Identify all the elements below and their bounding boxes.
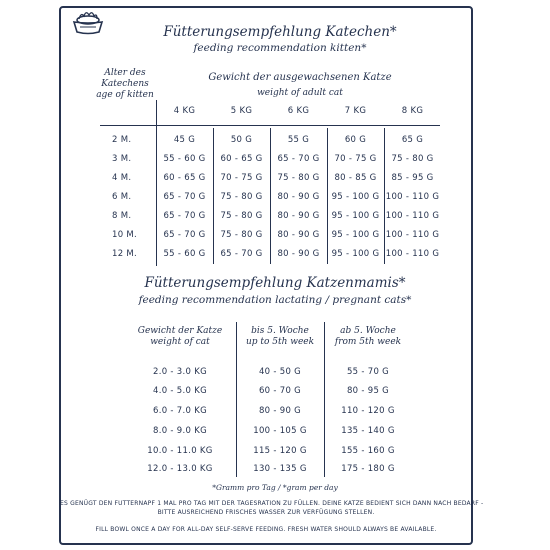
kitten-age-cell: 3 M.: [112, 154, 132, 164]
kitten-value-cell: 75 - 80 G: [220, 211, 263, 221]
mom-value-cell: 12.0 - 13.0 KG: [147, 464, 213, 474]
kitten-age-cell: 12 M.: [112, 249, 138, 259]
mom-subtitle: feeding recommendation lactating / pregnant cats*: [138, 294, 412, 306]
kitten-value-cell: 80 - 90 G: [277, 230, 320, 240]
kitten-age-cell: 6 M.: [112, 192, 132, 202]
mom-value-cell: 55 - 70 G: [346, 367, 390, 377]
kitten-col-header: 7 KG: [344, 106, 367, 116]
kitten-title: Fütterungsempfehlung Katechen*: [163, 24, 397, 40]
kitten-value-cell: 65 - 70 G: [163, 230, 206, 240]
kitten-value-cell: 60 - 65 G: [220, 154, 263, 164]
mom-value-cell: 4.0 - 5.0 KG: [153, 386, 207, 396]
kitten-subtitle: feeding recommendation kitten*: [193, 42, 367, 54]
kitten-value-cell: 75 - 80 G: [220, 192, 263, 202]
kitten-value-cell: 80 - 85 G: [334, 173, 377, 183]
kitten-col-header: 8 KG: [401, 106, 424, 116]
mom-value-cell: 100 - 105 G: [253, 426, 307, 436]
mom-value-cell: 155 - 160 G: [341, 446, 395, 456]
kitten-value-cell: 70 - 75 G: [334, 154, 377, 164]
kitten-col-header: 5 KG: [230, 106, 253, 116]
mom-value-cell: 40 - 50 G: [258, 367, 302, 377]
kitten-value-cell: 80 - 90 G: [277, 249, 320, 259]
kitten-value-cell: 100 - 110 G: [385, 192, 440, 202]
kitten-value-cell: 65 - 70 G: [220, 249, 263, 259]
kitten-value-cell: 80 - 90 G: [277, 192, 320, 202]
mom-title: Fütterungsempfehlung Katzenmamis*: [144, 275, 406, 291]
kitten-value-cell: 55 - 60 G: [163, 154, 206, 164]
gram-note: *Gramm pro Tag / *gram per day: [212, 483, 338, 492]
kitten-value-cell: 75 - 80 G: [277, 173, 320, 183]
cat-food-bowl-icon: [70, 8, 106, 36]
kitten-value-cell: 100 - 110 G: [385, 249, 440, 259]
kitten-value-cell: 70 - 75 G: [220, 173, 263, 183]
mom-value-cell: 6.0 - 7.0 KG: [153, 406, 207, 416]
kitten-value-cell: 95 - 100 G: [331, 211, 380, 221]
kitten-col-header: 6 KG: [287, 106, 310, 116]
kitten-value-cell: 100 - 110 G: [385, 211, 440, 221]
kitten-value-cell: 60 G: [344, 135, 367, 145]
kitten-value-cell: 95 - 100 G: [331, 249, 380, 259]
kitten-value-cell: 100 - 110 G: [385, 230, 440, 240]
mom-value-cell: 175 - 180 G: [341, 464, 395, 474]
mom-value-cell: 110 - 120 G: [341, 406, 395, 416]
kitten-value-cell: 80 - 90 G: [277, 211, 320, 221]
mom-value-cell: 135 - 140 G: [341, 426, 395, 436]
footer-en-line: FILL BOWL ONCE A DAY FOR ALL-DAY SELF-SERVE FEEDING. FRESH WATER SHOULD ALWAYS BE AVAILABLE.: [95, 526, 437, 533]
kitten-value-cell: 60 - 65 G: [163, 173, 206, 183]
kitten-value-cell: 55 G: [287, 135, 310, 145]
mom-value-cell: 80 - 90 G: [258, 406, 302, 416]
kitten-age-cell: 2 M.: [112, 135, 132, 145]
kitten-value-cell: 65 - 70 G: [163, 211, 206, 221]
kitten-value-cell: 85 - 95 G: [391, 173, 434, 183]
kitten-value-cell: 50 G: [230, 135, 253, 145]
weight-header-de: Gewicht der ausgewachsenen Katze: [208, 72, 392, 83]
kitten-age-cell: 4 M.: [112, 173, 132, 183]
kitten-value-cell: 65 - 70 G: [163, 192, 206, 202]
footer-de-line2: BITTE AUSREICHEND FRISCHES WASSER ZUR VERFÜGUNG STELLEN.: [157, 509, 375, 516]
kitten-value-cell: 75 - 80 G: [220, 230, 263, 240]
kitten-value-cell: 95 - 100 G: [331, 192, 380, 202]
kitten-value-cell: 75 - 80 G: [391, 154, 434, 164]
footer-de-line1: ES GENÜGT DEN FUTTERNAPF 1 MAL PRO TAG MIT DER TAGESRATION ZU FÜLLEN. DEINE KATZE BEDIENT SICH DANN NACH BEDARF -: [60, 500, 484, 507]
kitten-age-cell: 8 M.: [112, 211, 132, 221]
kitten-value-cell: 55 - 60 G: [163, 249, 206, 259]
kitten-value-cell: 95 - 100 G: [331, 230, 380, 240]
mom-value-cell: 2.0 - 3.0 KG: [153, 367, 207, 377]
kitten-value-cell: 45 G: [173, 135, 196, 145]
kitten-col-divider: [156, 100, 157, 266]
kitten-col-header: 4 KG: [173, 106, 196, 116]
weight-header-en: weight of adult cat: [257, 88, 343, 98]
mom-value-cell: 115 - 120 G: [253, 446, 307, 456]
mom-value-cell: 130 - 135 G: [253, 464, 307, 474]
mom-value-cell: 8.0 - 9.0 KG: [153, 426, 207, 436]
mom-value-cell: 10.0 - 11.0 KG: [147, 446, 213, 456]
mom-col1-header: Gewicht der Katze weight of cat: [137, 326, 223, 347]
kitten-header-rule: [100, 125, 440, 126]
kitten-value-cell: 65 G: [401, 135, 424, 145]
mom-value-cell: 60 - 70 G: [258, 386, 302, 396]
kitten-value-cell: 65 - 70 G: [277, 154, 320, 164]
mom-col2-header: bis 5. Woche up to 5th week: [245, 326, 315, 347]
mom-value-cell: 80 - 95 G: [346, 386, 390, 396]
kitten-age-cell: 10 M.: [112, 230, 138, 240]
mom-col3-header: ab 5. Woche from 5th week: [334, 326, 402, 347]
age-header: Alter des Katechens age of kitten: [96, 68, 154, 100]
